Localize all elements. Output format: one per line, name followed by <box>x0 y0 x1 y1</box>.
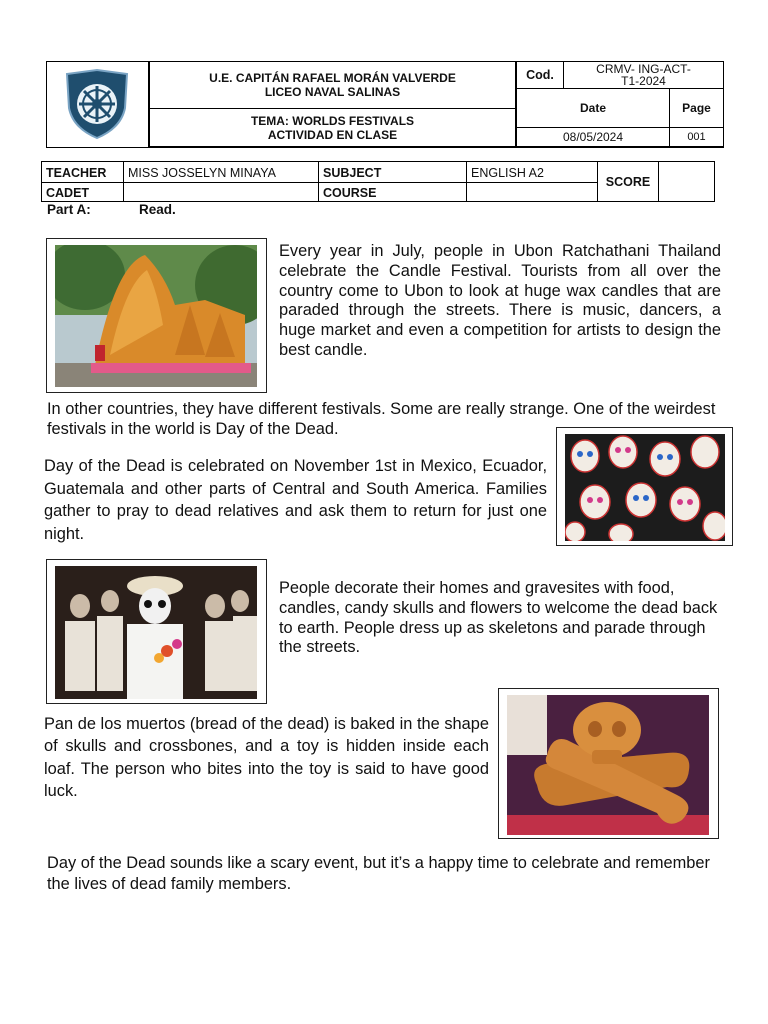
subject-label-cell <box>318 161 467 183</box>
bread-photo-frame <box>498 688 719 839</box>
naval-shield-logo-icon <box>63 68 131 140</box>
logo-cell <box>46 61 149 147</box>
teacher-label: TEACHER <box>46 166 107 180</box>
part-label: Part A: <box>47 202 91 217</box>
date-value-cell <box>516 127 670 147</box>
course-value-field[interactable] <box>466 182 598 202</box>
skeleton-costumes-photo-frame <box>46 559 267 704</box>
date-value: 08/05/2024 <box>562 130 624 144</box>
cod-value: CRMV- ING-ACT-T1-2024 <box>596 62 691 88</box>
cadet-label: CADET <box>46 186 90 200</box>
part-instruction: Read. <box>139 202 176 217</box>
teacher-label-cell <box>41 161 124 183</box>
activity-type: ACTIVIDAD EN CLASE <box>267 127 398 142</box>
tema-title: TEMA: WORLDS FESTIVALS <box>250 113 415 128</box>
candy-skulls-photo-frame <box>556 427 733 546</box>
page-label: Page <box>682 101 711 115</box>
decorations-paragraph: People decorate their homes and gravesites with food, candles, candy skulls and flowers to welcome the dead back to earth. People dress up as skeletons and parade through the streets. <box>279 579 718 657</box>
candy-skulls-photo <box>565 434 725 541</box>
candle-festival-float-photo <box>55 245 257 387</box>
cod-label: Cod. <box>526 68 554 82</box>
closing-paragraph: Day of the Dead sounds like a scary event, but it’s a happy time to celebrate and remember the lives of dead family members. <box>47 854 710 893</box>
day-of-the-dead-paragraph: Day of the Dead is celebrated on November 1st in Mexico, Ecuador, Guatemala and other parts of Central and South America. Families gather to pray to dead relatives and ask them to return for just one night. <box>44 457 547 543</box>
course-label-cell <box>318 182 467 202</box>
cadet-value-field[interactable] <box>123 182 319 202</box>
cadet-label-cell <box>41 182 124 202</box>
school-name: U.E. CAPITÁN RAFAEL MORÁN VALVERDE <box>209 71 456 85</box>
course-label: COURSE <box>323 186 377 200</box>
cod-label-cell <box>516 61 564 89</box>
page-value: 001 <box>687 131 706 143</box>
teacher-value-cell <box>123 161 319 183</box>
subject-label: SUBJECT <box>323 166 382 180</box>
other-festivals-paragraph: In other countries, they have different festivals. Some are really strange. One of the weirdest festivals in the world is Day of the Dead. <box>47 400 716 438</box>
date-label-cell <box>516 88 670 128</box>
date-label: Date <box>579 101 606 115</box>
score-label: SCORE <box>605 174 651 189</box>
school-name-cell <box>149 61 516 109</box>
bread-paragraph: Pan de los muertos (bread of the dead) is baked in the shape of skulls and crossbones, and a toy is hidden inside each loaf. The person who bites into the toy is said to have good luck. <box>44 715 489 800</box>
candle-festival-paragraph: Every year in July, people in Ubon Ratchathani Thailand celebrate the Candle Festival. Tourists from all over the country come to Ubon to look at huge wax candles that are paraded through the streets. There is music, dancers, a huge market and even a competition for artists to design the best candle. <box>279 242 721 359</box>
student-info-table <box>41 161 715 202</box>
score-value-field[interactable] <box>658 161 715 202</box>
page-label-cell <box>669 88 724 128</box>
page-value-cell <box>669 127 724 147</box>
document-header <box>46 61 724 148</box>
score-label-cell <box>597 161 659 202</box>
candle-festival-photo-frame <box>46 238 267 393</box>
skeleton-costumes-photo <box>55 566 257 699</box>
subject-value-cell <box>466 161 598 183</box>
teacher-value: MISS JOSSELYN MINAYA <box>128 166 276 180</box>
cod-value-cell <box>563 61 724 89</box>
school-subname: LICEO NAVAL SALINAS <box>264 85 401 99</box>
bread-of-the-dead-photo <box>507 695 709 835</box>
tema-cell <box>149 108 516 147</box>
subject-value: ENGLISH A2 <box>471 166 544 180</box>
